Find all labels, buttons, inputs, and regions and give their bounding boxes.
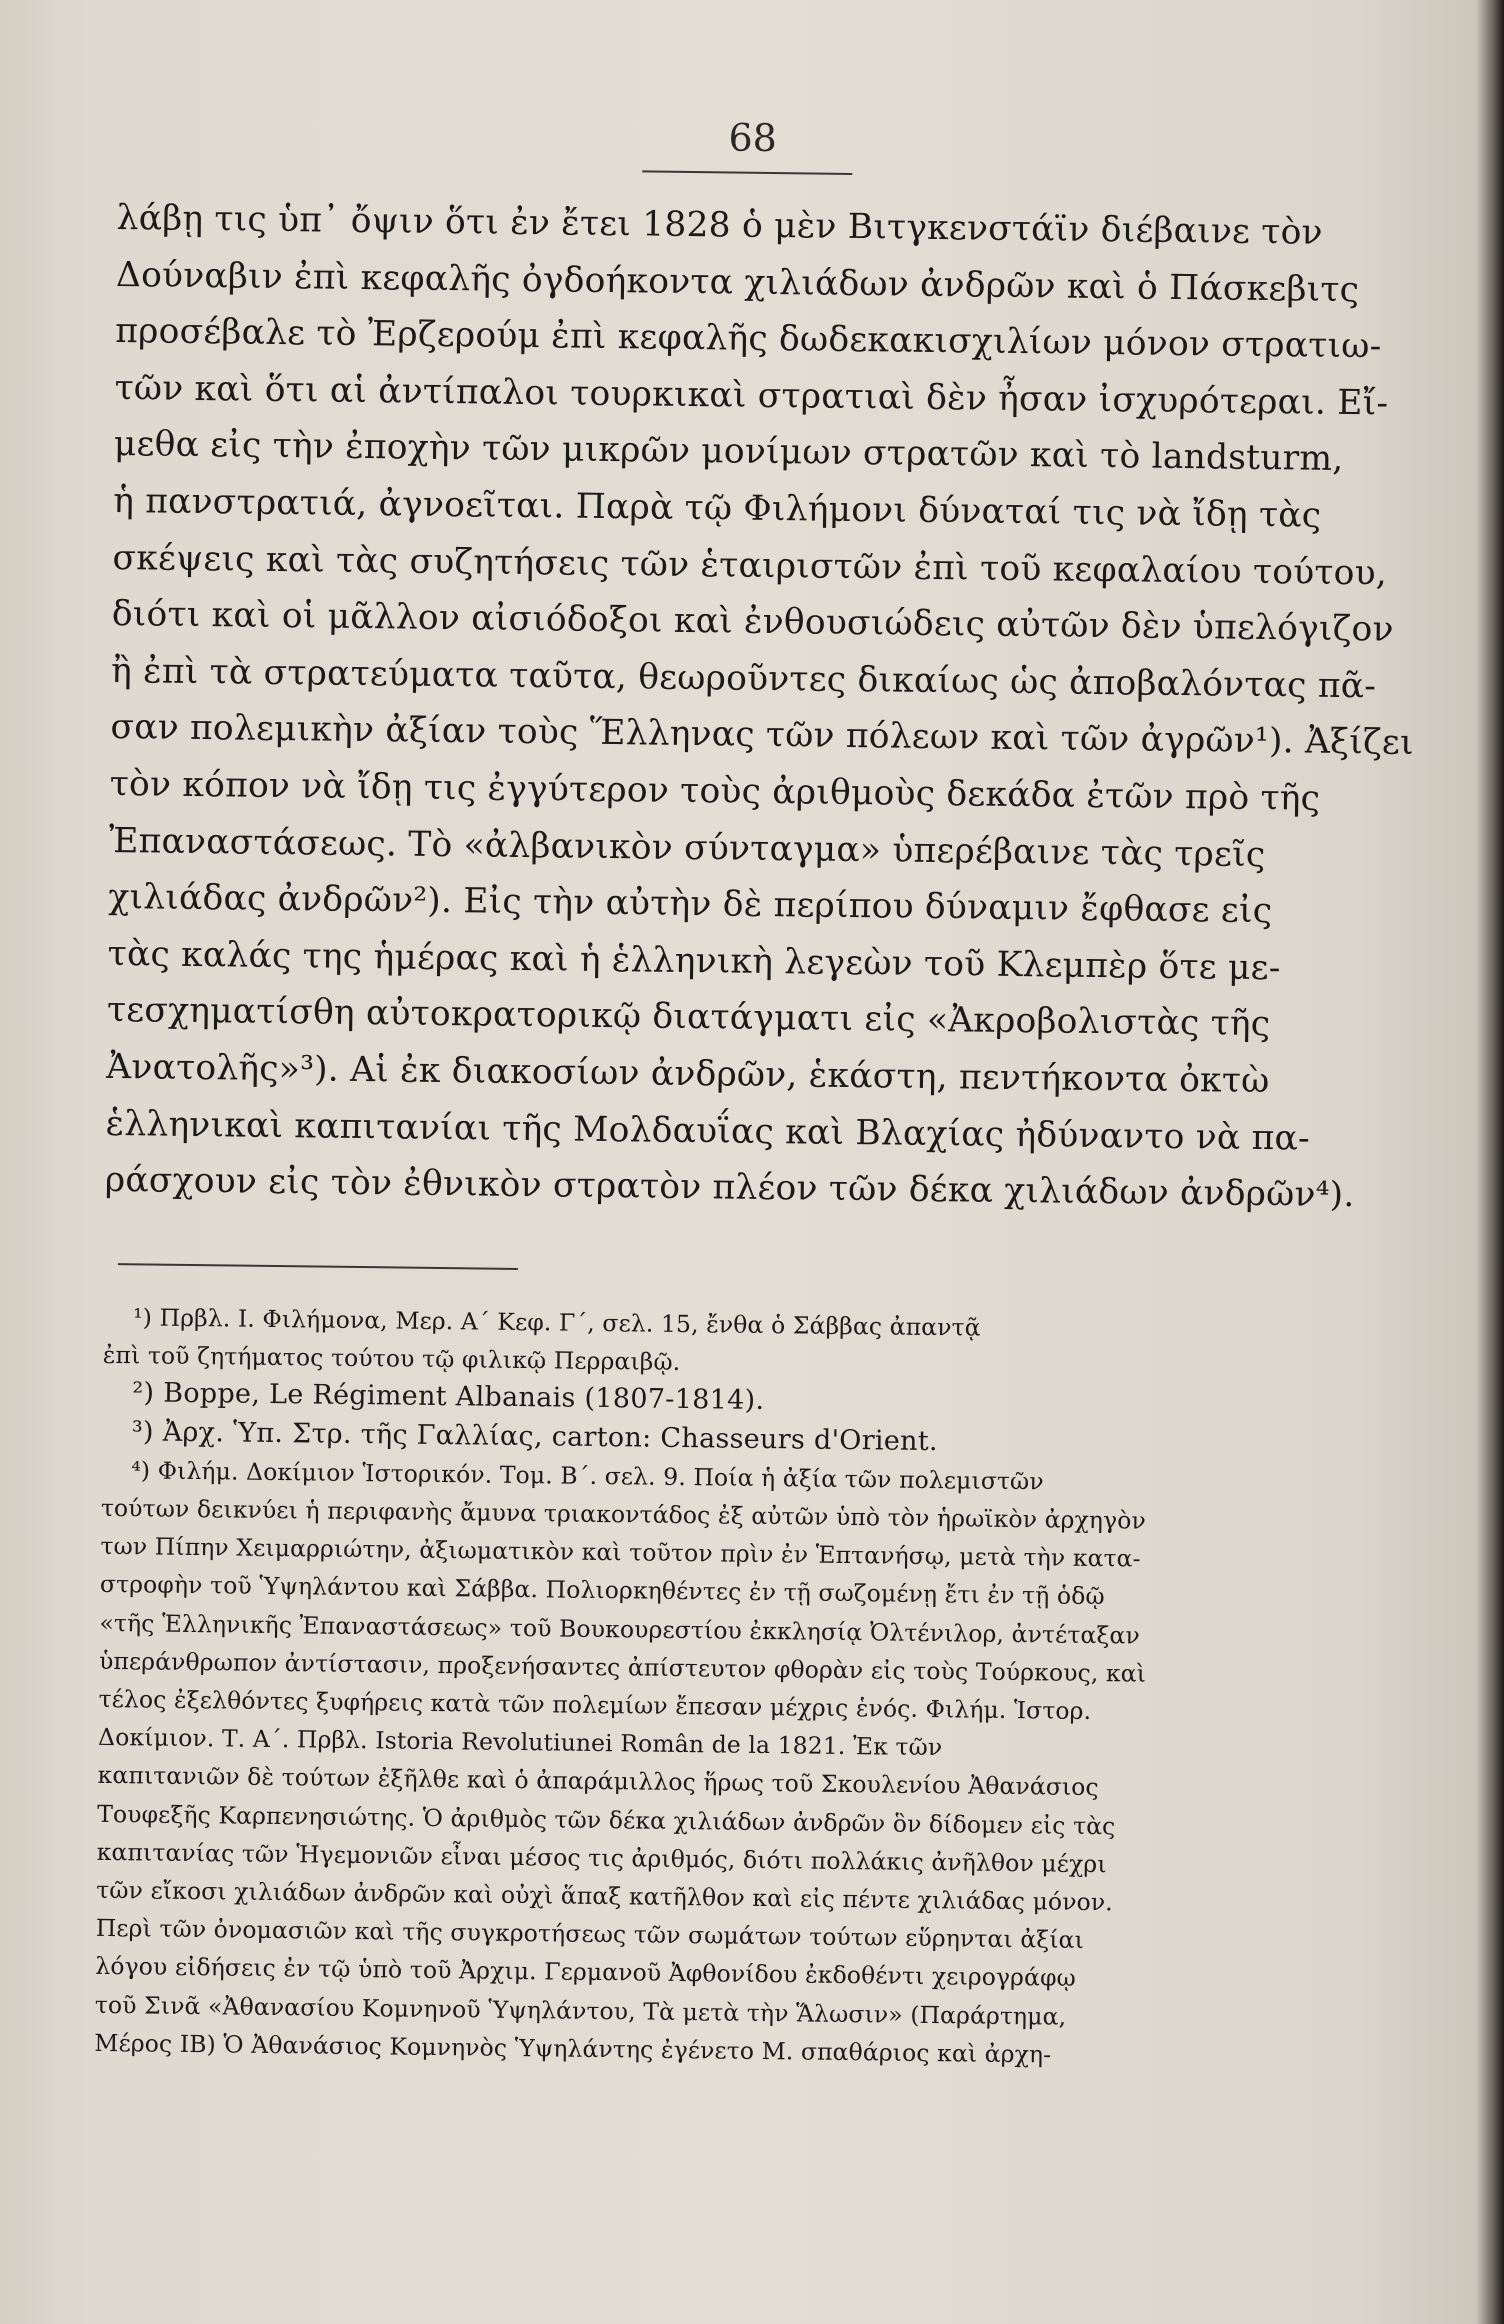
- footnote-line: στροφὴν τοῦ Ὑψηλάντου καὶ Σάββα. Πολιορκηθέντες ἐν τῇ σωζομένῃ ἔτι ἐν τῇ ὁδῷ: [99, 1570, 1105, 1611]
- footnote-line: καπιτανίας τῶν Ἡγεμονιῶν εἶναι μέσος τις ἀριθμός, διότι πολλάκις ἀνῆλθον μέχρι: [96, 1837, 1107, 1879]
- footnote-line: ἐπὶ τοῦ ζητήματος τούτου τῷ φιλικῷ Περραιβῷ.: [102, 1341, 681, 1377]
- body-line: Δούναβιν ἐπὶ κεφαλῆς ὀγδοήκοντα χιλιάδων ἀνδρῶν καὶ ὁ Πάσκεβιτς: [115, 254, 1360, 310]
- body-line: τῶν καὶ ὅτι αἱ ἀντίπαλοι τουρκικαὶ στρατιαὶ δὲν ἦσαν ἰσχυρότεραι. Εἴ-: [114, 367, 1389, 424]
- footnotes: [94, 1298, 1333, 2077]
- body-line: προσέβαλε τὸ Ἐρζερούμ ἐπὶ κεφαλῆς δωδεκακισχιλίων μόνον στρατιω-: [115, 311, 1382, 367]
- footnote-line: «τῆς Ἑλληνικῆς Ἐπαναστάσεως» τοῦ Βουκουρεστίου ἐκκλησίᾳ Ὀλτένιλορ, ἀντέταξαν: [99, 1608, 1141, 1650]
- footnote-line: Δοκίμιον. Τ. Α΄. Πρβλ. Istoria Revolutiunei Român de la 1821. Ἐκ τῶν: [97, 1723, 943, 1762]
- footnote-line: Τουφεξῆς Καρπενησιώτης. Ὁ ἀριθμὸς τῶν δέκα χιλιάδων ἀνδρῶν ὃν δίδομεν εἰς τὰς: [97, 1799, 1116, 1840]
- body-line: Ἀνατολῆς»³). Αἱ ἐκ διακοσίων ἀνδρῶν, ἑκάστη, πεντήκοντα ὀκτὼ: [106, 1046, 1270, 1102]
- body-line: μεθα εἰς τὴν ἐποχὴν τῶν μικρῶν μονίμων στρατῶν καὶ τὸ landsturm,: [113, 424, 1344, 480]
- footnote-line: ²) Boppe, Le Régiment Albanais (1807-1814).: [132, 1377, 765, 1417]
- body-line: χιλιάδας ἀνδρῶν²). Εἰς τὴν αὐτὴν δὲ περίπου δύναμιν ἔφθασε εἰς: [108, 877, 1273, 932]
- footnote-line: τέλος ἐξελθόντες ξυφήρεις κατὰ τῶν πολεμίων ἔπεσαν μέχρις ἑνός. Φιλήμ. Ἱστορ.: [98, 1684, 1092, 1726]
- footnote-line: τοῦ Σινᾶ «Ἀθανασίου Κομνηνοῦ Ὑψηλάντου, Τὰ μετὰ τὴν Ἅλωσιν» (Παράρτημα,: [94, 1990, 1067, 2031]
- body-text: [104, 190, 1414, 1224]
- page-number: 68: [728, 115, 778, 161]
- book-spine-shadow: [1476, 0, 1504, 2324]
- body-line: Ἐπαναστάσεως. Τὸ «ἀλβανικὸν σύνταγμα» ὑπερέβαινε τὰς τρεῖς: [108, 820, 1266, 875]
- header-rule: [642, 170, 852, 175]
- body-line: διότι καὶ οἱ μᾶλλον αἰσιόδοξοι καὶ ἐνθουσιώδεις αὐτῶν δὲν ὑπελόγιζον: [111, 594, 1394, 650]
- body-line: τεσχηματίσθη αὐτοκρατορικῷ διατάγματι εἰς «Ἀκροβολιστὰς τῆς: [106, 990, 1271, 1045]
- footnote-line: ⁴) Φιλήμ. Δοκίμιον Ἱστορικόν. Τομ. Β΄. σελ. 9. Ποία ἡ ἀξία τῶν πολεμιστῶν: [131, 1456, 1044, 1496]
- body-line: ἢ ἐπὶ τὰ στρατεύματα ταῦτα, θεωροῦντες δικαίως ὡς ἀποβαλόντας πᾶ-: [110, 650, 1377, 707]
- footnote-line: τῶν εἴκοσι χιλιάδων ἀνδρῶν καὶ οὐχὶ ἅπαξ κατῆλθον καὶ εἰς πέντε χιλιάδας μόνον.: [96, 1875, 1113, 1917]
- footnote-line: ὑπεράνθρωπον ἀντίστασιν, προξενήσαντες ἀπίστευτον φθορὰν εἰς τοὺς Τούρκους, καὶ: [98, 1646, 1147, 1688]
- footnote-rule: [118, 1263, 518, 1270]
- footnote-line: ³) Ἀρχ. Ὑπ. Στρ. τῆς Γαλλίας, carton: Chasseurs d'Orient.: [131, 1415, 939, 1457]
- body-line: λάβῃ τις ὑπ᾽ ὄψιν ὅτι ἐν ἔτει 1828 ὁ μὲν Βιτγκενστάϊν διέβαινε τὸν: [116, 197, 1323, 253]
- footnote-line: Μέρος ΙΒ) Ὁ Ἀθανάσιος Κομνηνὸς Ὑψηλάντης ἐγένετο Μ. σπαθάριος καὶ ἀρχη-: [94, 2028, 1052, 2069]
- footnote-line: Περὶ τῶν ὀνομασιῶν καὶ τῆς συγκροτήσεως τῶν σωμάτων τούτων εὕρηνται ἀξίαι: [95, 1914, 1085, 1955]
- footnote-line: καπιτανιῶν δὲ τούτων ἐξῆλθε καὶ ὁ ἀπαράμιλλος ἥρως τοῦ Σκουλενίου Ἀθανάσιος: [97, 1761, 1099, 1802]
- body-line: ἑλληνικαὶ καπιτανίαι τῆς Μολδαυΐας καὶ Βλαχίας ἠδύναντο νὰ πα-: [105, 1103, 1311, 1159]
- body-line: σκέψεις καὶ τὰς συζητήσεις τῶν ἑταιριστῶν ἐπὶ τοῦ κεφαλαίου τούτου,: [112, 537, 1388, 594]
- body-line: σαν πολεμικὴν ἀξίαν τοὺς Ἕλληνας τῶν πόλεων καὶ τῶν ἀγρῶν¹). Ἀξίζει: [110, 707, 1414, 764]
- body-line: τὸν κόπον νὰ ἴδῃ τις ἐγγύτερον τοὺς ἀριθμοὺς δεκάδα ἐτῶν πρὸ τῆς: [109, 763, 1321, 819]
- body-line: ἡ πανστρατιά, ἀγνοεῖται. Παρὰ τῷ Φιλήμονι δύναταί τις νὰ ἴδῃ τὰς: [112, 480, 1322, 536]
- footnote-line: τούτων δεικνύει ἡ περιφανὴς ἄμυνα τριακοντάδος ἐξ αὐτῶν ὑπὸ τὸν ἡρωϊκὸν ἀρχηγὸν: [100, 1493, 1147, 1535]
- body-line: ράσχουν εἰς τὸν ἐθνικὸν στρατὸν πλέον τῶν δέκα χιλιάδων ἀνδρῶν⁴).: [104, 1160, 1355, 1216]
- page-content: [91, 110, 1414, 2305]
- body-line: τὰς καλάς της ἡμέρας καὶ ἡ ἑλληνικὴ λεγεὼν τοῦ Κλεμπὲρ ὅτε με-: [107, 933, 1281, 988]
- footnote-line: ¹) Πρβλ. Ι. Φιλήμονα, Μερ. Α΄ Κεφ. Γ΄, σελ. 15, ἔνθα ὁ Σάββας ἀπαντᾷ: [133, 1303, 981, 1342]
- footnote-line: λόγου εἰδήσεις ἐν τῷ ὑπὸ τοῦ Ἀρχιμ. Γερμανοῦ Ἀφθονίδου ἐκδοθέντι χειρογράφῳ: [95, 1952, 1077, 1993]
- footnote-line: των Πίπην Χειμαρριώτην, ἀξιωματικὸν καὶ τοῦτον πρὶν ἐν Ἑπτανήσῳ, μετὰ τὴν κατα-: [100, 1532, 1141, 1573]
